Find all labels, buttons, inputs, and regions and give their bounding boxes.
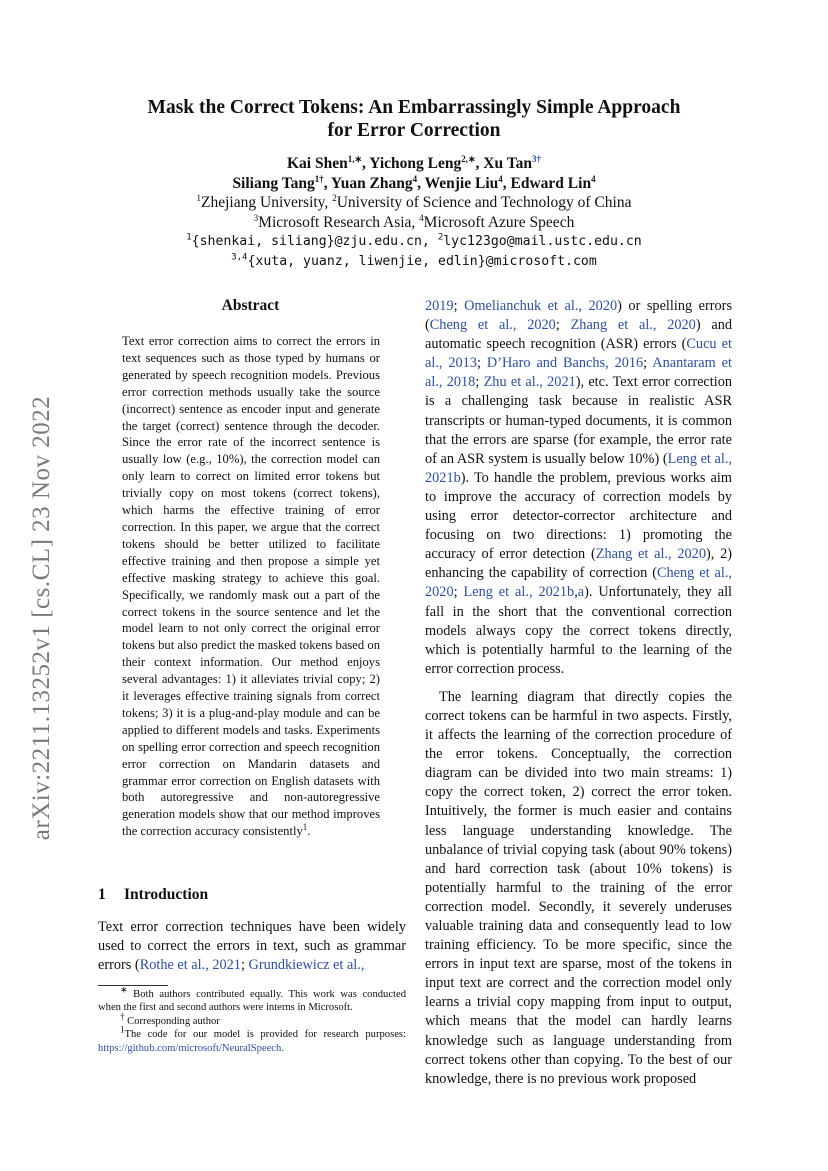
author-name: Edward Lin: [510, 174, 592, 192]
author-mark: 3†: [531, 153, 541, 164]
author-name: Siliang Tang: [232, 174, 315, 192]
footnote-text: The code for our model is provided for research purposes:: [124, 1029, 406, 1041]
abstract-heading: Abstract: [221, 297, 280, 314]
author-mark: 4: [591, 173, 596, 184]
citation-link[interactable]: Anantaram et al., 2018: [425, 355, 733, 391]
author-name: Wenjie Liu: [424, 174, 499, 192]
footnote-2: [98, 1011, 406, 1028]
footnote-mark: 1: [120, 1024, 125, 1035]
footnote-1: [98, 984, 406, 1015]
body-text: ) and automatic speech recognition (ASR) errors (: [425, 317, 733, 353]
affiliation: Zhejiang University,: [201, 194, 333, 211]
affiliation-line-2: [0, 213, 828, 233]
paper-title: [0, 96, 828, 142]
author-name: Kai Shen: [287, 155, 348, 172]
author-mark: 1†: [314, 173, 324, 184]
footnote-3: [98, 1024, 406, 1055]
citation-link[interactable]: Omelianchuk et al., 2020: [464, 298, 618, 314]
affiliation-mark: 3: [253, 212, 259, 223]
affiliation: Microsoft Azure Speech: [423, 213, 575, 231]
footnotes: [98, 984, 406, 1055]
body-text: ;: [475, 374, 484, 391]
body-text: ,: [574, 584, 578, 601]
footnote-mark: 1: [302, 822, 308, 833]
affiliation: University of Science and Technology of China: [336, 194, 632, 211]
arxiv-stamp-text: arXiv:2211.13252v1 [cs.CL] 23 Nov 2022: [28, 395, 55, 840]
right-column: [425, 297, 732, 1089]
author-name: Yuan Zhang: [330, 174, 413, 192]
author-line-2: Siliang Tang$^{1\dagger}$, Yuan Zhang$^4$, Wenjie Liu$^4$, Edward Lin$^4$: [232, 173, 596, 192]
author-name: Yichong Leng: [369, 155, 462, 172]
author-line-1: Kai Shen$^{1,∗}$, Yichong Leng$^{2,∗}$, Xu Tan$^{3\dagger}$: [287, 153, 541, 172]
author-mark: 2,∗: [461, 153, 476, 164]
citation-link[interactable]: Leng et al., 2021b: [463, 584, 575, 601]
author-mark: 1,∗: [347, 153, 363, 164]
footnote-mark: †: [120, 1011, 125, 1022]
intro-paragraph: [98, 918, 406, 975]
citation-link[interactable]: Leng et al., 2021b: [425, 450, 732, 486]
citation-link[interactable]: a: [577, 584, 585, 601]
title-line-2: for Error Correction: [327, 120, 501, 141]
body-text: ). To handle the problem, previous works aim to improve the accuracy of correction models by using error detector-corrector architecture and focusing on two directions: 1) promoting the accuracy of error detection (: [425, 469, 732, 563]
abstract-end: .: [307, 824, 311, 839]
body-text: ) or spelling errors (: [425, 298, 733, 334]
email-mark: 1: [186, 232, 192, 243]
citation-link[interactable]: Zhu et al., 2021: [483, 374, 576, 391]
abstract-text: Text error correction aims to correct the errors in text sequences such as those typed by humans or generated by speech recognition models. Previous error correction methods usually take the source (incorrect) sentence as encoder input and generate the target (correct) sentence through the decoder. Since the error rate of the incorrect sentence is usually low (e.g., 10%), the correction model can only learn to correct on limited error tokens but trivially copy on most tokens (correct tokens), which harms the effective training of error correction. In this paper, we argue that the correct tokens should be better utilized to facilitate effective training and then propose a simple yet effective masking strategy to achieve this goal. Specifically, we randomly mask out a part of the correct tokens in the source sentence and let the model learn to not only correct the original error tokens but also predict the masked tokens based on their context information. Our method enjoys several advantages: 1) it alleviates trivial copy; 2) it leverages effective training signals from correct tokens; 3) it is a plug-and-play module and can be applied to different models and tasks. Experiments on spelling error correction and speech recognition error correction on Mandarin datasets and grammar error correction on English datasets with both autoregressive and non-autoregressive generation models show that our method improves the correction accuracy consistently: [122, 334, 380, 839]
author-name: Xu Tan: [483, 155, 532, 172]
affiliation-mark: 2: [332, 192, 337, 203]
affiliation-line-1: [0, 193, 828, 213]
abstract-body: [122, 333, 380, 840]
arxiv-stamp: [22, 360, 62, 875]
body-text: ;: [555, 317, 571, 334]
email: {xuta, yuanz, liwenjie, edlin}@microsoft.com: [247, 253, 597, 269]
body-text: ). Unfortunately, they all fall in the short that the conventional correction models always copy the correct tokens directly, which is potentially harmful to the learning of the error correction process.: [425, 584, 733, 677]
author-mark: 4: [498, 173, 503, 184]
citation-link[interactable]: Zhang et al., 2020: [570, 317, 696, 334]
email-line-1: [0, 232, 828, 252]
email: {shenkai, siliang}@zju.edu.cn,: [191, 234, 438, 249]
title-line-1: Mask the Correct Tokens: An Embarrassingly Simple Approach: [147, 97, 681, 118]
affiliation-mark: 1: [196, 192, 202, 203]
intro-text: Text error correction techniques have been widely used to correct the errors in text, such as grammar errors (: [98, 919, 406, 974]
footnote-text: Corresponding author: [124, 1015, 220, 1027]
email: lyc123go@mail.ustc.edu.cn: [443, 234, 642, 249]
col2-paragraph-2: The learning diagram that directly copies the correct tokens can be harmful in two aspects. Firstly, it affects the learning of the correction procedure of the error tokens. Conceptually, the correction diagram can be divided into two main streams: 1) copy the correct token, 2) correct the error token. Intuitively, the former is much easier and contains less language understanding knowledge. The unbalance of trivial copying task (about 90% tokens) and hard correction task (about 10% tokens) is potentially harmful to the training of the error correction model. Secondly, it severely underuses valuable training data and consequently lead to low training efficiency. To be more specific, since the errors in input text are sparse, most of the tokens in input text are correct and the correction model only learns a trivial copy mapping from input to output, which means that the model can hardly learns knowledge such as language understanding from correct tokens other than copying. To the best of our knowledge, there is no previous work proposed: [425, 688, 732, 1087]
footnote-text: Both authors contributed equally. This work was conducted when the first and second authors were interns in Microsoft.: [98, 989, 406, 1014]
section-heading: [98, 886, 208, 904]
body-text: ;: [476, 355, 487, 372]
citation-link[interactable]: Rothe et al., 2021: [139, 957, 241, 974]
body-text: ;: [453, 298, 465, 314]
footnote-mark: ∗: [120, 984, 128, 995]
body-text: ;: [453, 584, 464, 601]
footnote-rule: [98, 985, 168, 986]
body-text: ), 2) enhancing the capability of correction (: [425, 546, 732, 582]
code-link[interactable]: https://github.com/microsoft/NeuralSpeech.: [98, 1042, 284, 1054]
affiliation-mark: 4: [419, 212, 424, 223]
col2-paragraph-1: [425, 297, 732, 679]
author-mark: 4: [412, 173, 418, 184]
email-mark: 2: [437, 232, 444, 243]
email-mark: 3,4: [231, 252, 248, 263]
citation-link[interactable]: Cheng et al., 2020: [429, 317, 556, 334]
citation-link[interactable]: Cheng et al., 2020: [425, 565, 732, 601]
body-text: ), etc. Text error correction is a challenging task because in realistic ASR transcripts or human-typed documents, it is common that the errors are sparse (for example, the error rate of an ASR system is usually below 10%) (: [425, 374, 733, 467]
intro-sep: ;: [240, 957, 249, 974]
section-number: 1: [98, 886, 106, 903]
citation-link[interactable]: D’Haro and Banchs, 2016: [486, 355, 644, 372]
author-block: [0, 154, 828, 271]
affiliation: Microsoft Research Asia,: [258, 213, 420, 231]
section-title: Introduction: [124, 886, 209, 903]
citation-link[interactable]: Cucu et al., 2013: [425, 336, 733, 372]
citation-link[interactable]: Zhang et al., 2020: [595, 546, 706, 563]
email-line-2: [0, 252, 828, 272]
citation-link[interactable]: 2019: [425, 298, 454, 314]
citation-link[interactable]: Grundkiewicz et al.,: [248, 957, 365, 974]
body-text: ;: [643, 355, 653, 372]
